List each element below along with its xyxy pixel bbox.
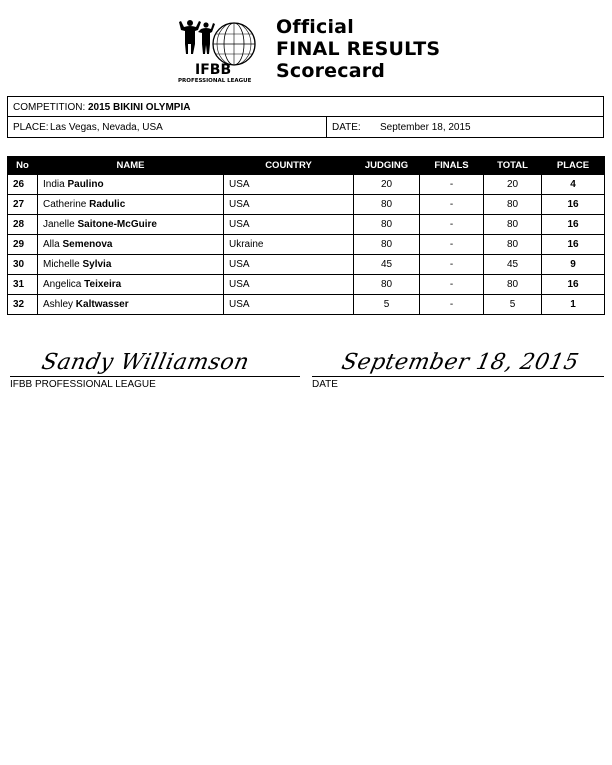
scorecard-title	[276, 16, 440, 82]
signature-line-left	[10, 376, 300, 377]
competition-value: 2015 BIKINI OLYMPIA	[88, 102, 191, 113]
cell-place: 16	[542, 235, 605, 255]
cell-name	[38, 295, 224, 315]
col-header-no: No	[8, 157, 38, 175]
table-row	[8, 235, 605, 255]
cell-total: 5	[484, 295, 542, 315]
cell-country: USA	[224, 255, 354, 275]
col-header-finals: FINALS	[420, 157, 484, 175]
first-name: Janelle	[43, 219, 75, 230]
cell-name	[38, 275, 224, 295]
table-row	[8, 175, 605, 195]
cell-finals: -	[420, 195, 484, 215]
cell-total: 80	[484, 235, 542, 255]
cell-country: USA	[224, 295, 354, 315]
table-row	[8, 295, 605, 315]
cell-judging: 80	[354, 275, 420, 295]
last-name: Teixeira	[84, 279, 122, 290]
cell-country: USA	[224, 275, 354, 295]
official-signature: Sandy Williamson	[39, 350, 252, 375]
svg-text:PROFESSIONAL LEAGUE: PROFESSIONAL LEAGUE	[178, 78, 252, 84]
cell-no: 30	[8, 255, 38, 275]
cell-place: 16	[542, 195, 605, 215]
ifbb-logo	[176, 14, 268, 84]
last-name: Saitone-McGuire	[77, 219, 157, 230]
cell-judging: 20	[354, 175, 420, 195]
cell-finals: -	[420, 235, 484, 255]
cell-no: 29	[8, 235, 38, 255]
cell-judging: 45	[354, 255, 420, 275]
cell-finals: -	[420, 175, 484, 195]
first-name: Angelica	[43, 279, 82, 290]
last-name: Sylvia	[82, 259, 112, 270]
cell-judging: 80	[354, 195, 420, 215]
cell-place: 16	[542, 275, 605, 295]
first-name: Michelle	[43, 259, 80, 270]
first-name: India	[43, 179, 65, 190]
place-value: Las Vegas, Nevada, USA	[50, 122, 163, 133]
title-line-2: FINAL RESULTS	[276, 38, 441, 60]
cell-judging: 5	[354, 295, 420, 315]
cell-country: Ukraine	[224, 235, 354, 255]
cell-finals: -	[420, 275, 484, 295]
cell-judging: 80	[354, 235, 420, 255]
cell-place: 1	[542, 295, 605, 315]
col-header-name: NAME	[38, 157, 224, 175]
table-row	[8, 195, 605, 215]
cell-country: USA	[224, 175, 354, 195]
signature-label-left: IFBB PROFESSIONAL LEAGUE	[10, 379, 156, 390]
table-row	[8, 215, 605, 235]
cell-name	[38, 235, 224, 255]
cell-total: 80	[484, 195, 542, 215]
first-name: Alla	[43, 239, 60, 250]
table-header-row	[8, 157, 605, 175]
cell-no: 32	[8, 295, 38, 315]
cell-total: 80	[484, 275, 542, 295]
cell-no: 26	[8, 175, 38, 195]
cell-no: 27	[8, 195, 38, 215]
cell-name	[38, 215, 224, 235]
competition-info-box	[7, 96, 604, 138]
cell-name	[38, 255, 224, 275]
cell-total: 80	[484, 215, 542, 235]
cell-name	[38, 195, 224, 215]
title-line-3: Scorecard	[276, 60, 386, 82]
cell-total: 45	[484, 255, 542, 275]
cell-total: 20	[484, 175, 542, 195]
place-label: PLACE:	[13, 122, 49, 133]
col-header-total: TOTAL	[484, 157, 542, 175]
cell-no: 28	[8, 215, 38, 235]
col-header-judging: JUDGING	[354, 157, 420, 175]
last-name: Paulino	[67, 179, 104, 190]
last-name: Kaltwasser	[75, 299, 129, 310]
cell-no: 31	[8, 275, 38, 295]
cell-place: 16	[542, 215, 605, 235]
signature-label-right: DATE	[312, 379, 338, 390]
results-table	[7, 156, 605, 315]
cell-country: USA	[224, 215, 354, 235]
table-row	[8, 255, 605, 275]
place-date-row	[8, 117, 603, 137]
cell-name	[38, 175, 224, 195]
title-line-1: Official	[276, 16, 354, 38]
date-label: DATE:	[332, 122, 361, 133]
last-name: Semenova	[62, 239, 113, 250]
table-row	[8, 275, 605, 295]
date-value: September 18, 2015	[380, 122, 471, 133]
first-name: Ashley	[43, 299, 74, 310]
col-header-country: COUNTRY	[224, 157, 354, 175]
cell-place: 9	[542, 255, 605, 275]
cell-finals: -	[420, 295, 484, 315]
cell-finals: -	[420, 255, 484, 275]
competition-row	[8, 97, 603, 117]
first-name: Catherine	[43, 199, 87, 210]
cell-place: 4	[542, 175, 605, 195]
competition-label: COMPETITION:	[13, 102, 86, 113]
cell-country: USA	[224, 195, 354, 215]
signature-line-right	[312, 376, 604, 377]
col-header-place: PLACE	[542, 157, 605, 175]
date-signature: September 18, 2015	[339, 350, 582, 375]
last-name: Radulic	[89, 199, 126, 210]
cell-finals: -	[420, 215, 484, 235]
cell-judging: 80	[354, 215, 420, 235]
divider	[326, 117, 327, 137]
svg-text:IFBB: IFBB	[195, 62, 232, 78]
